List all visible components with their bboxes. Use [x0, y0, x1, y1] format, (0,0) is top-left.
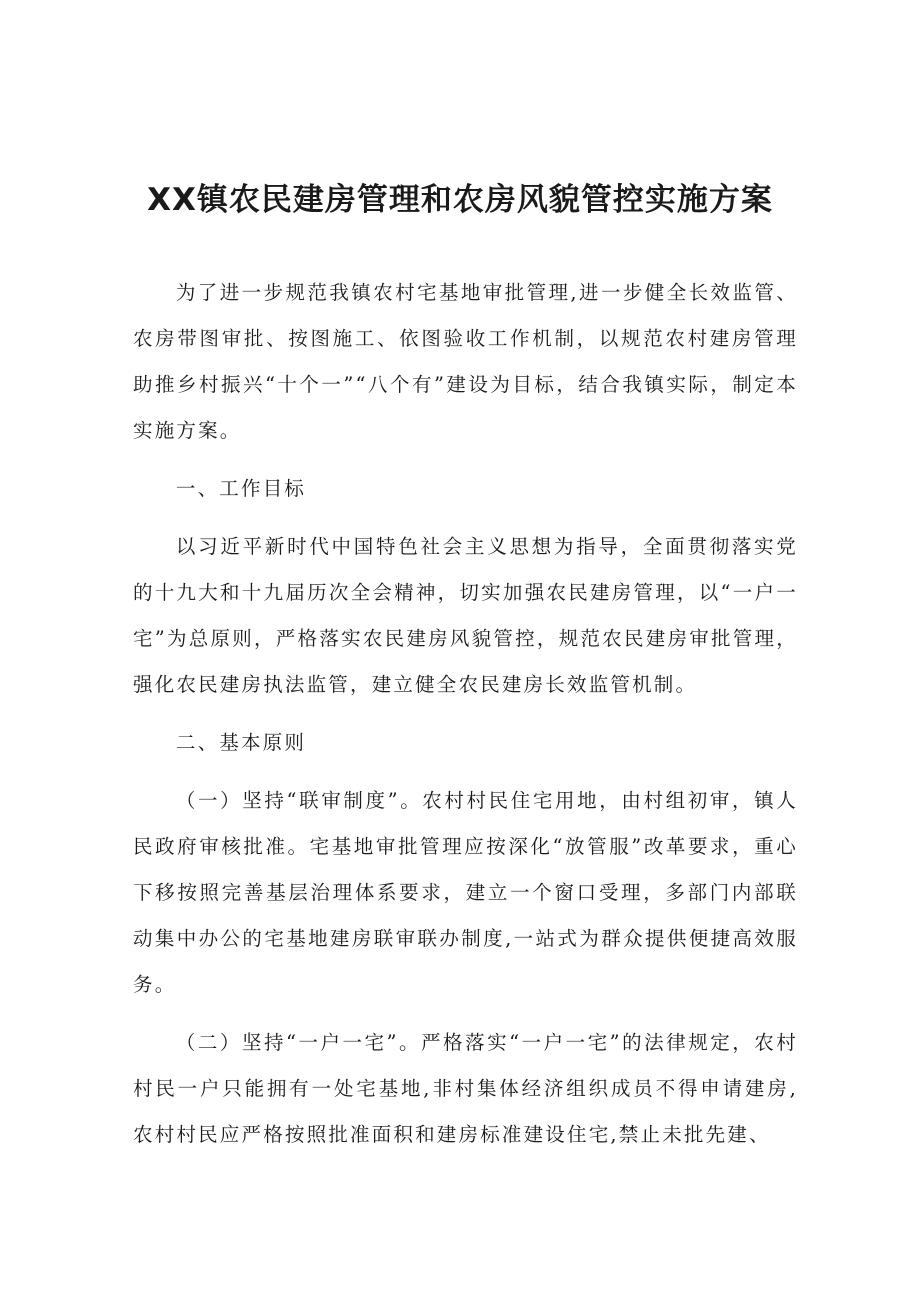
goals-paragraph: 以习近平新时代中国特色社会主义思想为指导，全面贯彻落实党的十九大和十九届历次全会精神，切实加强农民建房管理，以“一户一宅”为总原则，严格落实农民建房风貌管控，规范农民建房审批管理，强化农民建房执法监管，建立健全农民建房长效监管机制。 — [133, 535, 798, 696]
document-body — [133, 270, 798, 1170]
intro-paragraph: 为了进一步规范我镇农村宅基地审批管理,进一步健全长效监管、农房带图审批、按图施工、依图验收工作机制，以规范农村建房管理助推乡村振兴“十个一”“八个有”建设为目标，结合我镇实际，制定本实施方案。 — [133, 281, 798, 442]
document-title: XX镇农民建房管理和农房风貌管控实施方案 — [147, 182, 773, 218]
section-heading-goals: 一、工作目标 — [175, 477, 307, 500]
principle-1-paragraph: （一）坚持“联审制度”。农村村民住宅用地，由村组初审，镇人民政府审核批准。宅基地审批管理应按深化“放管服”改革要求，重心下移按照完善基层治理体系要求，建立一个窗口受理，多部门内部联动集中办公的宅基地建房联审联办制度,一站式为群众提供便捷高效服务。 — [133, 789, 798, 996]
principle-2-paragraph: （二）坚持“一户一宅”。严格落实“一户一宅”的法律规定，农村村民一户只能拥有一处宅基地,非村集体经济组织成员不得申请建房,农村村民应严格按照批准面积和建房标准建设住宅,禁止未批先建、 — [133, 1031, 798, 1146]
section-heading-principles: 二、基本原则 — [175, 731, 307, 754]
